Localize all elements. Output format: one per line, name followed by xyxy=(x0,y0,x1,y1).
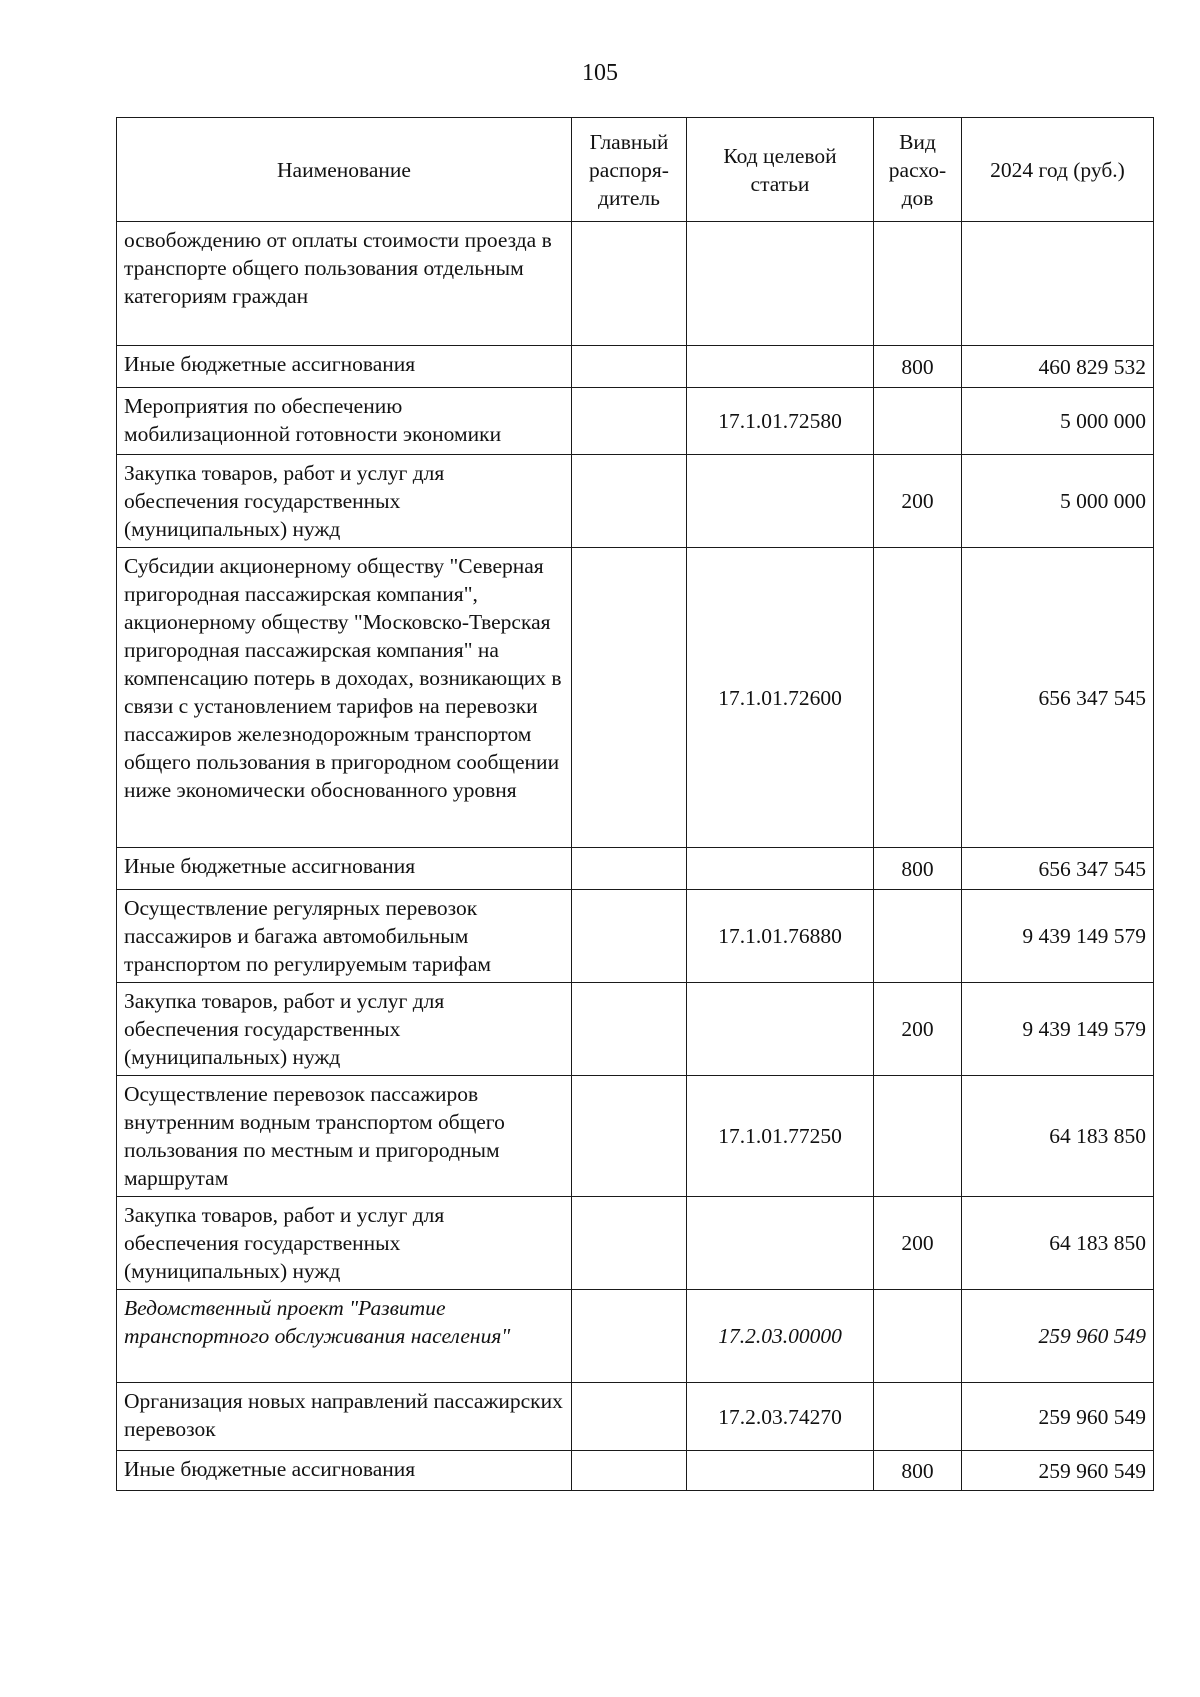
row-expense-type-cell xyxy=(874,1076,962,1197)
table-row xyxy=(117,388,1154,455)
row-administrator-cell xyxy=(572,388,687,455)
row-target-code-cell xyxy=(687,1451,874,1491)
row-target-code-cell xyxy=(687,1197,874,1290)
row-target-code-cell xyxy=(687,346,874,388)
row-name-cell: Закупка товаров, работ и услуг для обеспечения государственных (муниципальных) нужд xyxy=(117,1197,572,1290)
row-amount-cell: 64 183 850 xyxy=(962,1197,1154,1290)
table-row xyxy=(117,1076,1154,1197)
row-amount-cell: 9 439 149 579 xyxy=(962,983,1154,1076)
header-expense-type: Вид расхо-дов xyxy=(874,118,962,222)
row-amount-cell: 5 000 000 xyxy=(962,388,1154,455)
row-name-cell: Иные бюджетные ассигнования xyxy=(117,346,572,388)
table-row xyxy=(117,1383,1154,1451)
row-administrator-cell xyxy=(572,222,687,346)
row-amount-cell: 460 829 532 xyxy=(962,346,1154,388)
row-administrator-cell xyxy=(572,1451,687,1491)
table-row xyxy=(117,1290,1154,1383)
row-expense-type-cell: 200 xyxy=(874,1197,962,1290)
row-expense-type-cell xyxy=(874,890,962,983)
row-amount-cell: 656 347 545 xyxy=(962,548,1154,848)
row-target-code-cell: 17.2.03.00000 xyxy=(687,1290,874,1383)
row-name-cell: Ведомственный проект "Развитие транспортного обслуживания населения" xyxy=(117,1290,572,1383)
table-header xyxy=(117,118,1154,222)
row-target-code-cell: 17.1.01.77250 xyxy=(687,1076,874,1197)
row-expense-type-cell xyxy=(874,1290,962,1383)
row-target-code-cell: 17.2.03.74270 xyxy=(687,1383,874,1451)
row-name-cell: Иные бюджетные ассигнования xyxy=(117,848,572,890)
row-expense-type-cell: 800 xyxy=(874,848,962,890)
row-expense-type-cell xyxy=(874,1383,962,1451)
table-row xyxy=(117,1451,1154,1491)
row-name-cell: Организация новых направлений пассажирских перевозок xyxy=(117,1383,572,1451)
row-expense-type-cell xyxy=(874,388,962,455)
budget-table xyxy=(116,117,1154,1491)
row-amount-cell xyxy=(962,222,1154,346)
row-name-cell: Осуществление регулярных перевозок пассажиров и багажа автомобильным транспортом по регулируемым тарифам xyxy=(117,890,572,983)
row-target-code-cell xyxy=(687,848,874,890)
row-name-cell: освобождению от оплаты стоимости проезда в транспорте общего пользования отдельным категориям граждан xyxy=(117,222,572,346)
row-administrator-cell xyxy=(572,346,687,388)
header-amount: 2024 год (руб.) xyxy=(962,118,1154,222)
row-expense-type-cell xyxy=(874,548,962,848)
row-administrator-cell xyxy=(572,890,687,983)
header-administrator: Главный распоря-дитель xyxy=(572,118,687,222)
row-amount-cell: 9 439 149 579 xyxy=(962,890,1154,983)
row-administrator-cell xyxy=(572,548,687,848)
row-administrator-cell xyxy=(572,983,687,1076)
row-administrator-cell xyxy=(572,848,687,890)
row-target-code-cell xyxy=(687,222,874,346)
table-row xyxy=(117,346,1154,388)
table-row xyxy=(117,1197,1154,1290)
row-target-code-cell: 17.1.01.72580 xyxy=(687,388,874,455)
row-expense-type-cell: 800 xyxy=(874,346,962,388)
table-row xyxy=(117,455,1154,548)
row-amount-cell: 259 960 549 xyxy=(962,1451,1154,1491)
row-name-cell: Осуществление перевозок пассажиров внутренним водным транспортом общего пользования по местным и пригородным маршрутам xyxy=(117,1076,572,1197)
row-administrator-cell xyxy=(572,1197,687,1290)
row-administrator-cell xyxy=(572,1383,687,1451)
row-name-cell: Иные бюджетные ассигнования xyxy=(117,1451,572,1491)
table-row xyxy=(117,890,1154,983)
page-number: 105 xyxy=(582,60,618,86)
row-expense-type-cell: 800 xyxy=(874,1451,962,1491)
table-body xyxy=(117,222,1154,1491)
row-name-cell: Закупка товаров, работ и услуг для обеспечения государственных (муниципальных) нужд xyxy=(117,983,572,1076)
row-amount-cell: 656 347 545 xyxy=(962,848,1154,890)
row-target-code-cell: 17.1.01.76880 xyxy=(687,890,874,983)
row-administrator-cell xyxy=(572,1290,687,1383)
row-amount-cell: 259 960 549 xyxy=(962,1290,1154,1383)
header-name: Наименование xyxy=(117,118,572,222)
row-expense-type-cell xyxy=(874,222,962,346)
row-expense-type-cell: 200 xyxy=(874,983,962,1076)
table-row xyxy=(117,848,1154,890)
header-row xyxy=(117,118,1154,222)
row-name-cell: Субсидии акционерному обществу "Северная пригородная пассажирская компания", акционерному обществу "Московско-Тверская пригородная пассажирская компания" на компенсацию потерь в доходах, возникающих в связи с установлением тарифов на перевозки пассажиров железнодорожным транспортом общего пользования в пригородном сообщении ниже экономически обоснованного уровня xyxy=(117,548,572,848)
table-row xyxy=(117,222,1154,346)
row-target-code-cell xyxy=(687,983,874,1076)
row-name-cell: Закупка товаров, работ и услуг для обеспечения государственных (муниципальных) нужд xyxy=(117,455,572,548)
row-target-code-cell xyxy=(687,455,874,548)
row-amount-cell: 5 000 000 xyxy=(962,455,1154,548)
row-target-code-cell: 17.1.01.72600 xyxy=(687,548,874,848)
table-row xyxy=(117,983,1154,1076)
row-administrator-cell xyxy=(572,1076,687,1197)
header-target-code: Код целевой статьи xyxy=(687,118,874,222)
row-expense-type-cell: 200 xyxy=(874,455,962,548)
row-amount-cell: 64 183 850 xyxy=(962,1076,1154,1197)
row-administrator-cell xyxy=(572,455,687,548)
table-row xyxy=(117,548,1154,848)
row-amount-cell: 259 960 549 xyxy=(962,1383,1154,1451)
row-name-cell: Мероприятия по обеспечению мобилизационной готовности экономики xyxy=(117,388,572,455)
